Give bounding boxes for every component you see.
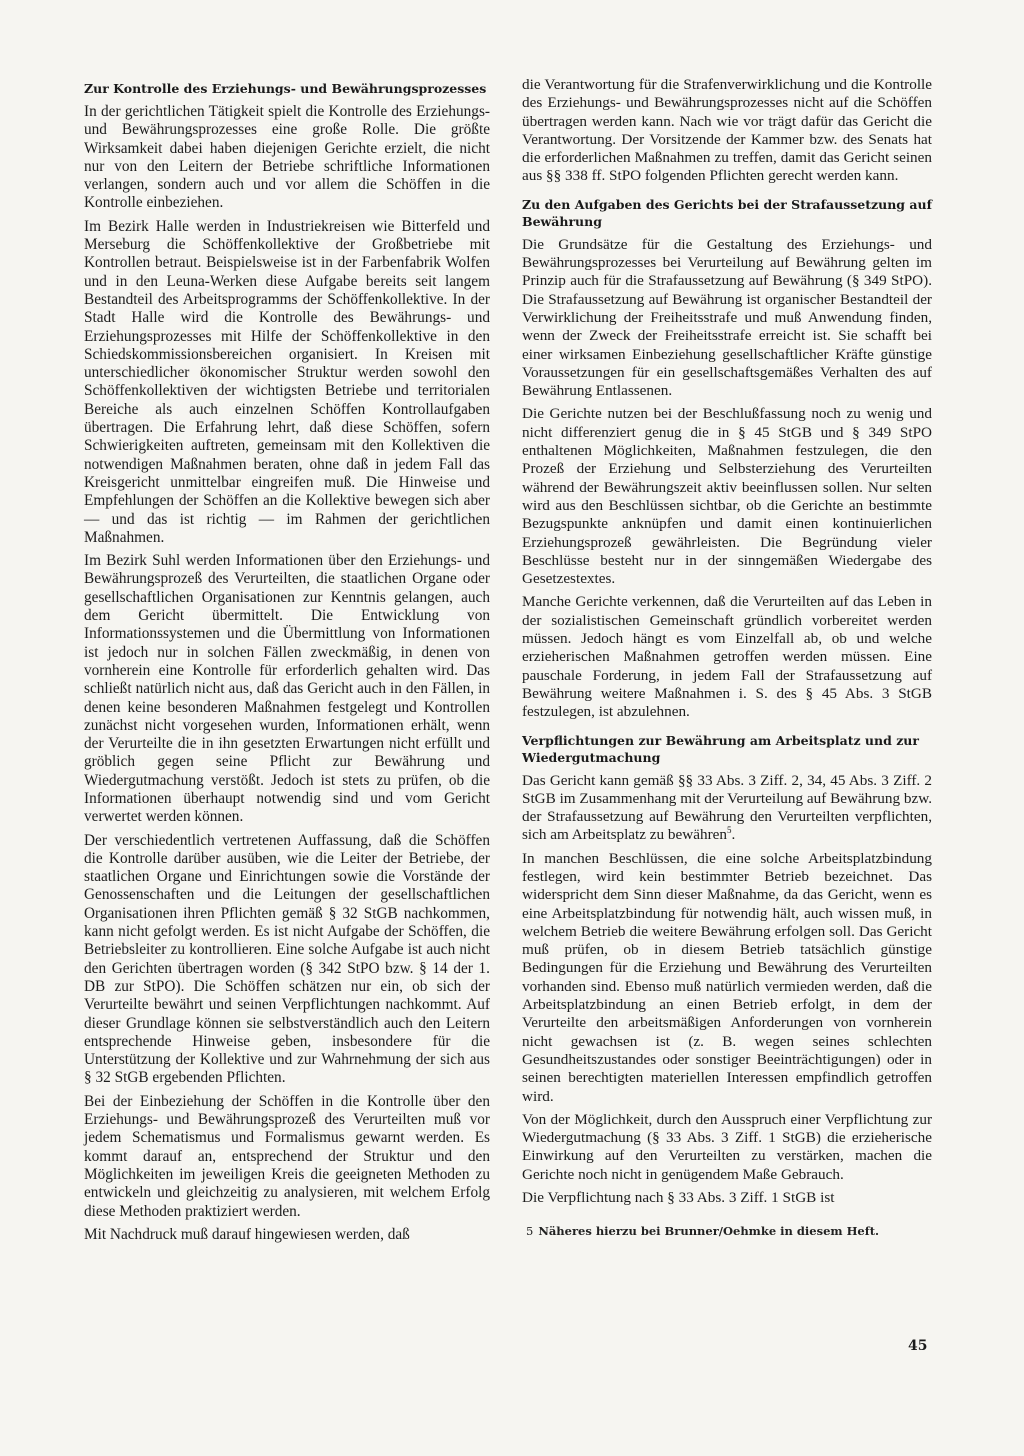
paragraph-end: . [731, 826, 736, 844]
paragraph-with-footnote-ref [522, 772, 932, 845]
paragraph: Mit Nachdruck muß darauf hingewiesen werden, daß [84, 1225, 410, 1243]
section-heading-strafaussetzung: Zu den Aufgaben des Gerichts bei der Strafaussetzung auf Bewährung [522, 196, 932, 229]
paragraph: Im Bezirk Suhl werden Informationen über den Erziehungs- und Bewährungsprozeß des Verurteilten, die staatlichen Organe oder gesellschaftlichen Organisationen zur Kenntnis gelangen, auch dem Gericht übermittelt. Die Entwicklung von Informationssystemen und die Übermittlung von Informationen ist jedoch nur in solchen Fällen zweckmäßig, in denen von vornherein eine Kontrolle für erforderlich gehalten wird. Das schließt natürlich nicht aus, daß das Gericht auch in den Fällen, in denen keine besonderen Maßnahmen festgelegt und Kontrollen zunächst nicht vorgesehen wurden, Informationen erhält, wenn der Verurteilte die in ihn gesetzten Erwartungen nicht erfüllt und gröblich gegen seine Pflicht zur Bewährung und Wiedergutmachung verstößt. Jedoch ist stets zu prüfen, ob die Informationen überhaupt notwendig sind und vom Gericht verwertet werden können. [84, 552, 490, 826]
footnote-separator [522, 1212, 932, 1220]
section-heading-kontrolle: Zur Kontrolle des Erziehungs- und Bewährungsprozesses [84, 81, 487, 96]
paragraph: Im Bezirk Halle werden in Industriekreisen wie Bitterfeld und Merseburg die Schöffenkollektive der Großbetriebe mit Kontrollen betraut. Beispielsweise ist in der Farbenfabrik Wolfen und in den Leuna-Werken diese Aufgabe bereits seit langem Bestandteil des Arbeitsprogramms der Schöffenkollektive. In der Stadt Halle wird die Kontrolle des Bewährungs- und Erziehungsprozesses mit Hilfe der Schöffenkollektive in den Schiedskommissionsbereichen organisiert. In Kreisen mit unterschiedlicher ökonomischer Struktur werden sowohl den Schöffenkollektiven der wichtigsten Betriebe und territorialen Bereiche als auch einzelnen Schöffen Kontrollaufgaben übertragen. Die Erfahrung lehrt, daß diese Schöffen, sofern Schwierigkeiten auftreten, gemeinsam mit den Kollektiven die notwendigen Maßnahmen beraten, ohne daß in jedem Fall das Kreisgericht unmittelbar eingreifen muß. Die Hinweise und Empfehlungen der Schöffen an die Kollektive bewegen sich aber — und das ist richtig — im Rahmen der gerichtlichen Maßnahmen. [84, 217, 490, 546]
paragraph: In manchen Beschlüssen, die eine solche Arbeitsplatzbindung festlegen, wird kein bestimmter Betrieb bezeichnet. Das widerspricht dem Sinn dieser Maßnahme, da das Gericht, wenn es eine Arbeitsplatzbindung für notwendig hält, auch wissen muß, in welchem Betrieb die weitere Bewährung erfolgen soll. Das Gericht muß prüfen, ob in diesem Betrieb tatsächlich günstige Bedingungen für die Erziehung und Bewährung des Verurteilten vorhanden sind. Ebenso muß natürlich vermieden werden, daß die Arbeitsplatzbindung an einen Betrieb erfolgt, in dem der Verurteilte den arbeitsmäßigen Anforderungen von vornherein nicht gewachsen ist (z. B. wegen seines schlechten Gesundheitszustandes oder sonstiger Beeinträchtigungen) oder in seinen berechtigten materiellen Interessen empfindlich getroffen wird. [522, 849, 932, 1105]
paragraph: Von der Möglichkeit, durch den Ausspruch einer Verpflichtung zur Wiedergutmachung (§ 33 Abs. 3 Ziff. 1 StGB) die erzieherische Einwirkung auf den Verurteilten zu verstärken, machen die Gerichte noch nicht in genügendem Maße Gebrauch. [522, 1110, 932, 1183]
left-column [84, 76, 490, 1249]
paragraph: Bei der Einbeziehung der Schöffen in die Kontrolle über den Erziehungs- und Bewährungsprozeß des Verurteilten muß vor jedem Schematismus und Formalismus gewarnt werden. Es kommt darauf an, entsprechend der Struktur und den Möglichkeiten im jeweiligen Kreis die geeigneten Methoden zu entwickeln und gleichzeitig zu analysieren, mit welchem Erfolg diese Methoden praktiziert werden. [84, 1092, 490, 1220]
paragraph: In der gerichtlichen Tätigkeit spielt die Kontrolle des Erziehungs- und Bewährungsprozesses eine große Rolle. Die größte Wirksamkeit dabei haben diejenigen Gerichte erzielt, die nicht nur von den Leitern der Betriebe schriftliche Informationen verlangen, sondern auch und vor allem die Schöffen in die Kontrolle einbeziehen. [84, 103, 490, 212]
footnote-reference: 5 [726, 825, 732, 836]
paragraph: die Verantwortung für die Strafenverwirklichung und die Kontrolle des Erziehungs- und Bewährungsprozesses nicht auf die Schöffen übertragen werden kann. Nach wie vor trägt dafür das Gericht die Verantwortung. Der Vorsitzende der Kammer bzw. des Senats hat die erforderlichen Maßnahmen zu treffen, damit das Gericht seinen aus §§ 338 ff. StPO folgenden Pflichten gerecht werden kann. [522, 76, 932, 185]
paragraph: Manche Gerichte verkennen, daß die Verurteilten auf das Leben in der sozialistischen Gemeinschaft gründlich vorbereitet werden müssen. Jedoch hängt es vom Einzelfall ab, ob und welche erzieherischen Maßnahmen getroffen werden müssen. Eine pauschale Forderung, in jedem Fall der Strafaussetzung auf Bewährung weitere Maßnahmen i. S. des § 45 Abs. 3 StGB festzulegen, ist abzulehnen. [522, 593, 932, 721]
paragraph-text: Das Gericht kann gemäß §§ 33 Abs. 3 Ziff. 2, 34, 45 Abs. 3 Ziff. 2 StGB im Zusammenhang mit der Verurteilung auf Bewährung bzw. der Strafaussetzung auf Bewährung den Verurteilten verpflichten, sich am Arbeitsplatz zu bewähren [522, 771, 932, 844]
paragraph: Die Grundsätze für die Gestaltung des Erziehungs- und Bewährungsprozesses bei Verurteilung auf Bewährung gelten im Prinzip auch für die Strafaussetzung auf Bewährung (§ 349 StPO). Die Strafaussetzung auf Bewährung ist organischer Bestandteil der Verwirklichung der Freiheitsstrafe und muß Anwendung finden, wenn der Zweck der Freiheitsstrafe erreicht ist. Sie schafft bei einer wirksamen Einbeziehung gesellschaftlicher Kräfte günstige Voraussetzungen für ein gesellschaftsgemäßes Verhalten des auf Bewährung Entlassenen. [522, 235, 932, 400]
paragraph: Die Verpflichtung nach § 33 Abs. 3 Ziff. 1 StGB ist [522, 1189, 835, 1207]
paragraph: Die Gerichte nutzen bei der Beschlußfassung noch zu wenig und nicht differenziert genug die in § 45 StGB und § 349 StPO enthaltenen Möglichkeiten, Maßnahmen festzulegen, die den Prozeß der Erziehung und Selbsterziehung des Verurteilten während der Bewährungszeit aktiv beeinflussen sollen. Nur selten wird aus den Beschlüssen sichtbar, ob die Gerichte an bestimmte Bezugspunkte anknüpfen und damit einen kontinuierlichen Erziehungsprozeß gewährleisten. Die Begründung vieler Beschlüsse besteht nur in der sinngemäßen Wiedergabe des Gesetzestextes. [522, 405, 932, 588]
paragraph: Der verschiedentlich vertretenen Auffassung, daß die Schöffen die Kontrolle darüber ausüben, wie die Leiter der Betriebe, der staatlichen Organe und Einrichtungen sowie die Vorstände der Genossenschaften und die Leitungen der gesellschaftlichen Organisationen ihren Pflichten gemäß § 32 StGB nachkommen, kann nicht gefolgt werden. Es ist nicht Aufgabe der Schöffen, die Betriebsleiter zu kontrollieren. Eine solche Aufgabe ist auch nicht den Gerichten übertragen worden (§ 342 StPO bzw. § 14 der 1. DB zur StPO). Die Schöffen schätzen nur ein, ob sich der Verurteilte bewährt und seinen Verpflichtungen nachkommt. Auf dieser Grundlage können sie selbstverständlich auch den Leitern entsprechende Hinweise geben, insbesondere für die Unterstützung der Kollektive und zur Wahrnehmung der sich aus § 32 StGB ergebenden Pflichten. [84, 831, 490, 1087]
section-heading-verpflichtungen: Verpflichtungen zur Bewährung am Arbeitsplatz und zur Wiedergutmachung [522, 732, 919, 765]
footnote-text: Näheres hierzu bei Brunner/Oehmke in diesem Heft. [538, 1224, 880, 1239]
footnote-number: 5 [526, 1224, 534, 1239]
right-column [522, 76, 932, 1239]
footnote [526, 1224, 932, 1239]
page-number: 45 [908, 1338, 928, 1354]
